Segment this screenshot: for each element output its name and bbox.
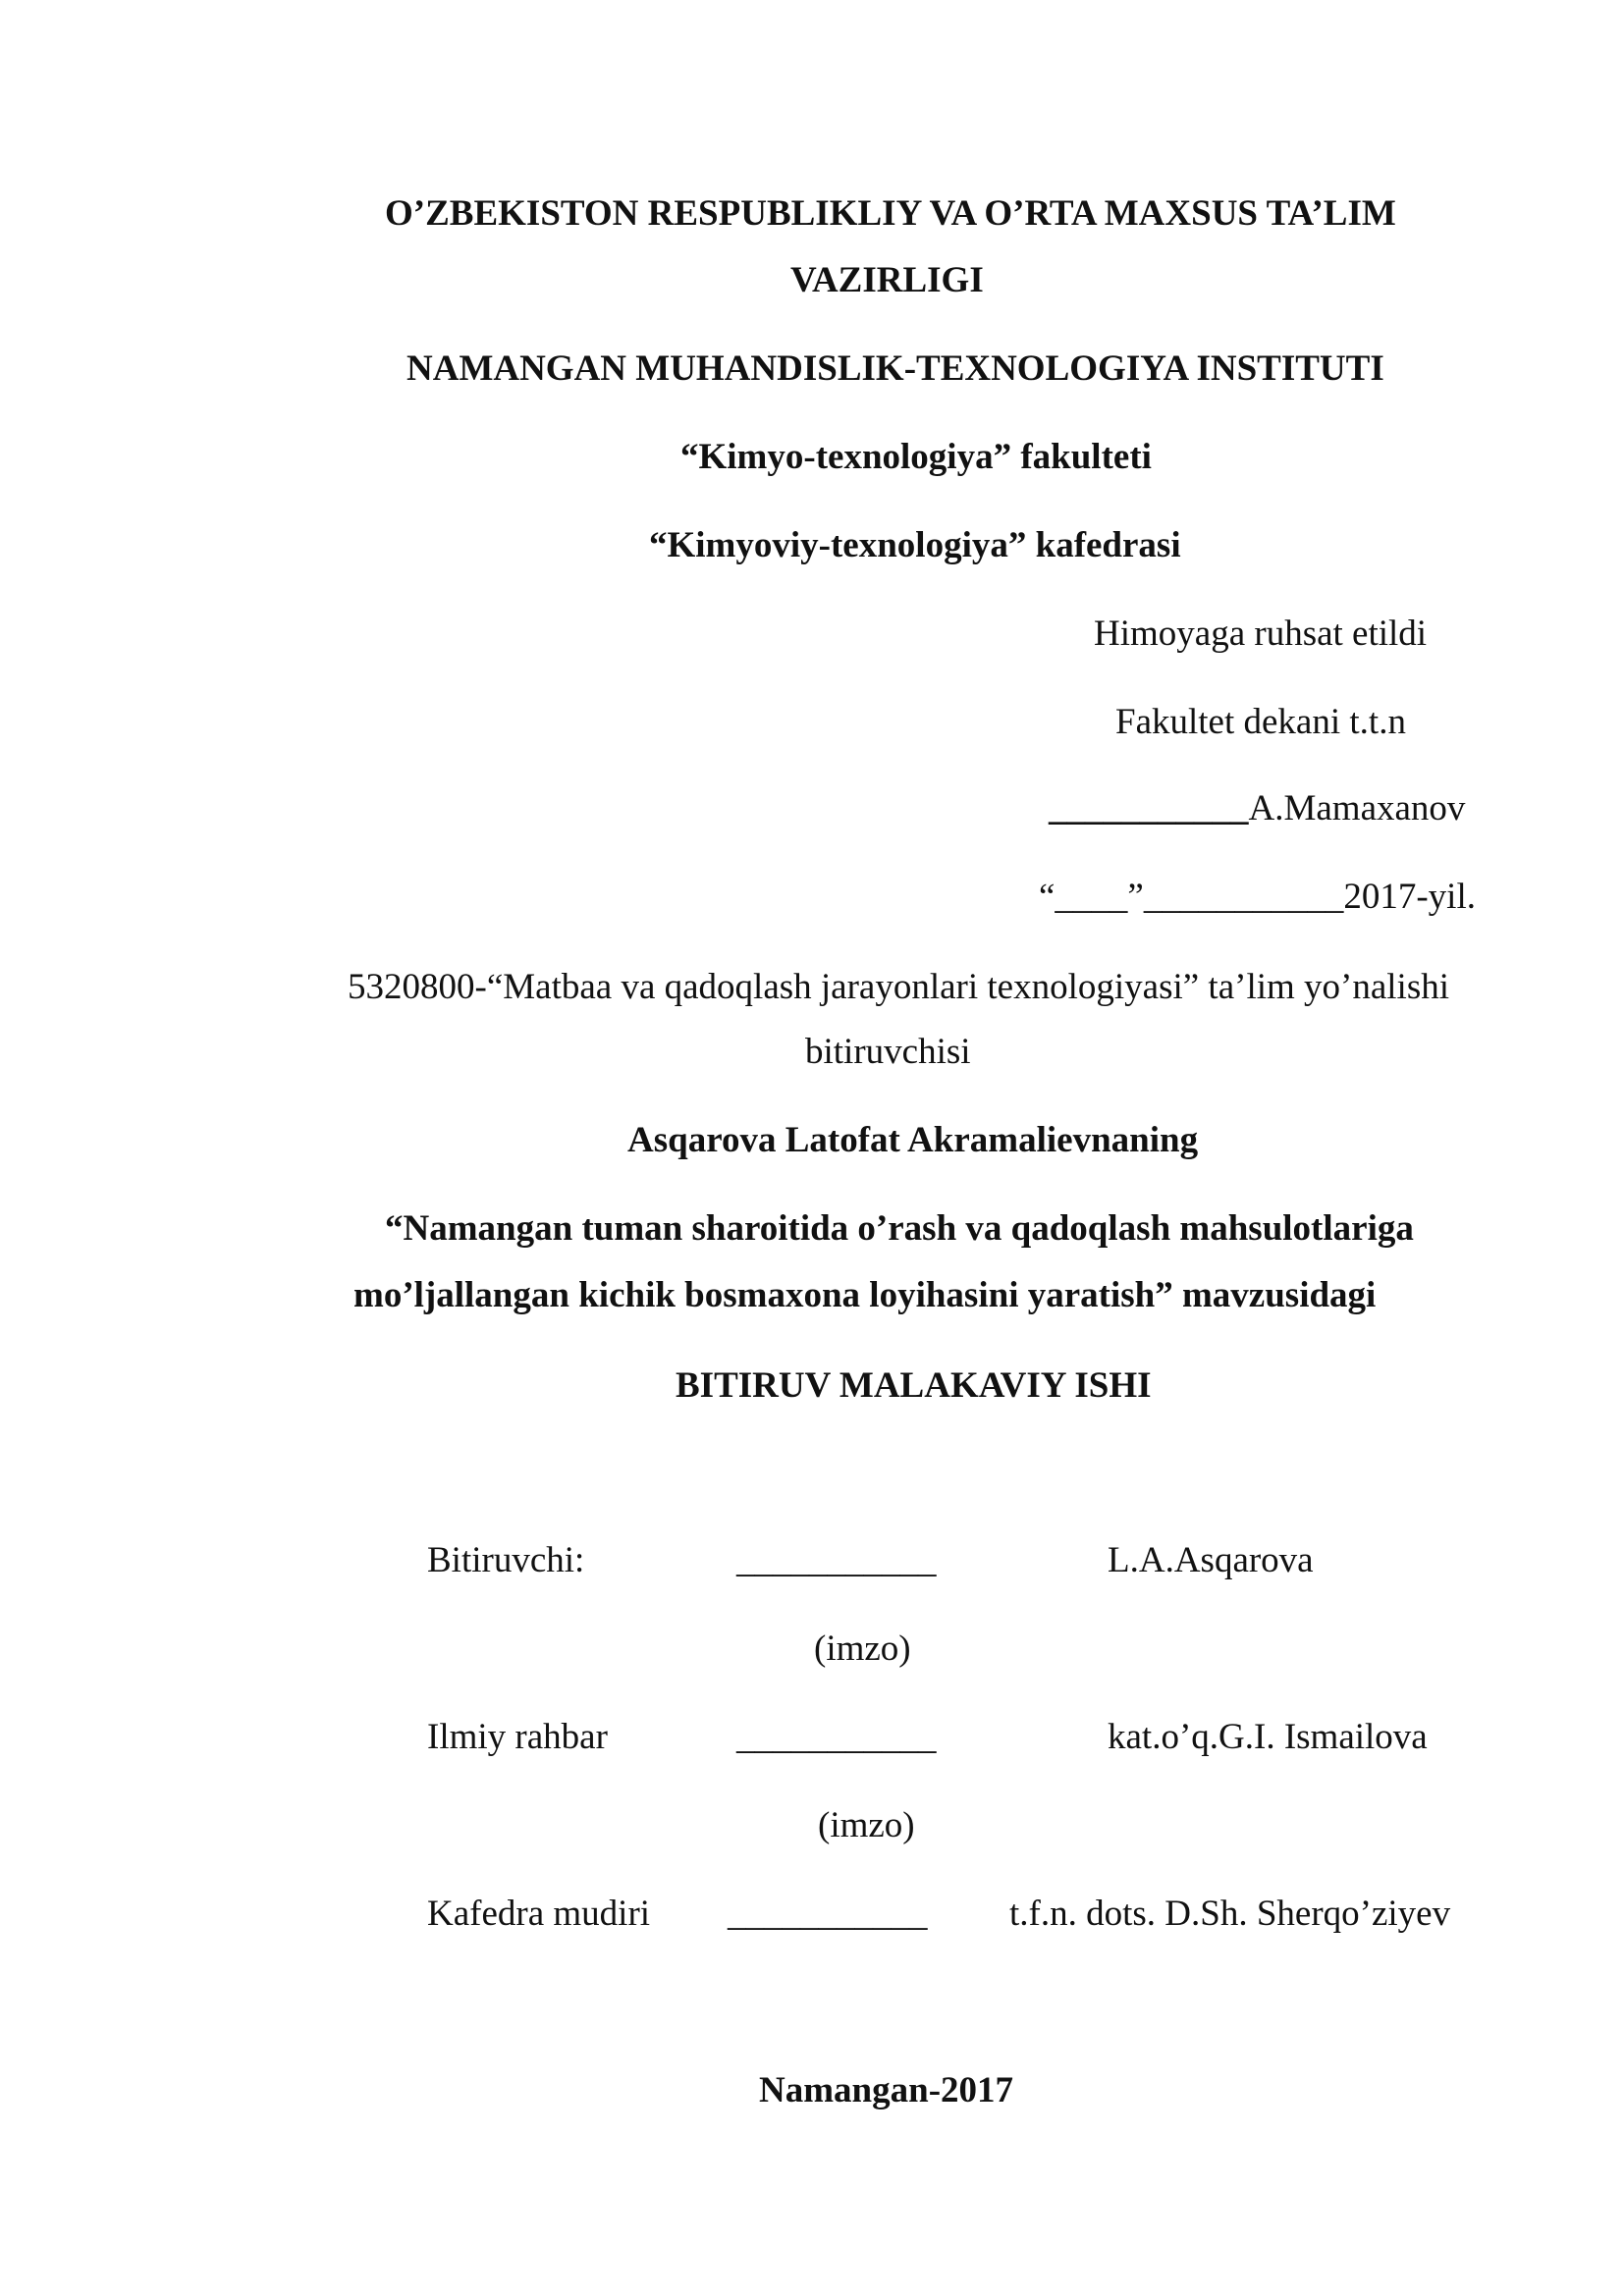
topic-line2: mo’ljallangan kichik bosmaxona loyihasini yaratish” mavzusidagi	[353, 1275, 1377, 1315]
approval-permission: Himoyaga ruhsat etildi	[1094, 614, 1428, 654]
dean-name: A.Mamaxanov	[1248, 788, 1466, 828]
topic-line1: “Namangan tuman sharoitida o’rash va qadoqlash mahsulotlariga	[385, 1208, 1414, 1249]
city-year: Namangan-2017	[759, 2070, 1014, 2110]
head-signature-blank: ___________	[728, 1894, 928, 1934]
head-name: t.f.n. dots. D.Sh. Sherqo’ziyev	[1009, 1894, 1451, 1934]
supervisor-name: kat.o’q.G.I. Ismailova	[1108, 1717, 1428, 1757]
dean-title: Fakultet dekani t.t.n	[1115, 702, 1406, 742]
graduate-name: L.A.Asqarova	[1108, 1540, 1314, 1580]
supervisor-signature-blank: ___________	[736, 1717, 937, 1757]
supervisor-sign-note: (imzo)	[818, 1805, 915, 1845]
institute-title: NAMANGAN MUHANDISLIK-TEXNOLOGIYA INSTITUTI	[406, 348, 1384, 389]
dean-signature-blank: ___________	[1049, 788, 1249, 828]
ministry-title-line1: O’ZBEKISTON RESPUBLIKLIY VA O’RTA MAXSUS TA’LIM	[385, 193, 1396, 234]
direction-line1: 5320800-“Matbaa va qadoqlash jarayonlari texnologiyasi” ta’lim yo’nalishi	[348, 967, 1450, 1007]
department-title: “Kimyoviy-texnologiya” kafedrasi	[649, 525, 1181, 565]
student-name: Asqarova Latofat Akramalievnaning	[627, 1120, 1199, 1160]
graduate-signature-blank: ___________	[736, 1540, 937, 1580]
head-label: Kafedra mudiri	[427, 1894, 651, 1934]
faculty-title: “Kimyo-texnologiya” fakulteti	[680, 437, 1152, 477]
approval-date: “____”___________2017-yil.	[1039, 877, 1476, 917]
supervisor-label: Ilmiy rahbar	[427, 1717, 608, 1757]
ministry-title-line2: VAZIRLIGI	[790, 260, 984, 300]
direction-line2: bitiruvchisi	[805, 1032, 971, 1072]
graduate-label: Bitiruvchi:	[427, 1540, 585, 1580]
graduate-sign-note: (imzo)	[814, 1629, 911, 1669]
dean-signature-line	[1049, 787, 1465, 830]
work-title: BITIRUV MALAKAVIY ISHI	[676, 1365, 1152, 1406]
